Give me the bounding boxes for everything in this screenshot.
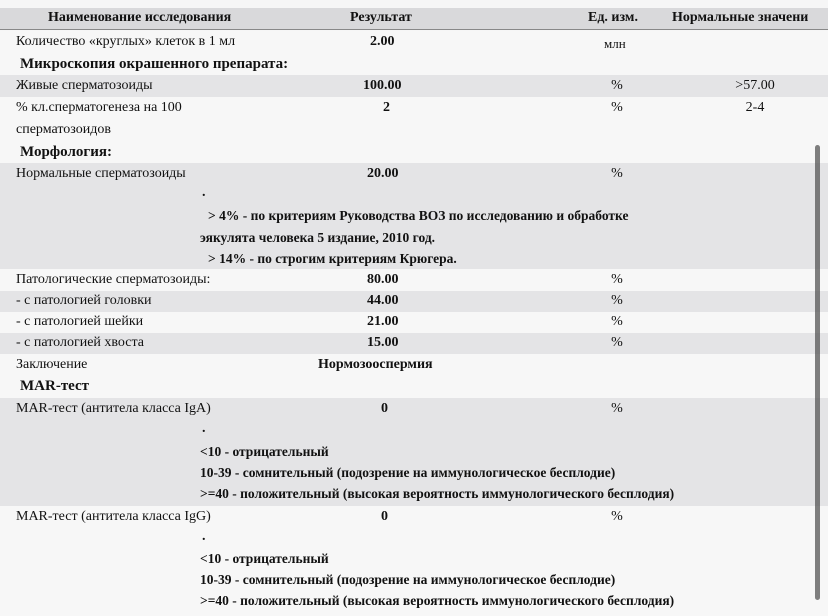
table-row (0, 31, 828, 53)
table-row (0, 97, 828, 141)
table-row (0, 506, 828, 528)
row-label: MAR-тест (антитела класса IgG) (16, 509, 211, 524)
note-line: <10 - отрицательный (200, 444, 329, 459)
note-dot: . (202, 185, 206, 200)
table-header (0, 8, 828, 30)
reference-note (0, 528, 828, 616)
note-line: >=40 - положительный (высокая вероятность иммунологического бесплодия) (200, 486, 675, 501)
table-row (0, 291, 828, 312)
row-label: MAR-тест (антитела класса IgA) (16, 401, 211, 416)
table-row (0, 75, 828, 97)
row-label: - с патологией шейки (16, 314, 144, 329)
row-norm: >57.00 (735, 78, 775, 93)
row-value: 100.00 (363, 78, 402, 93)
row-unit: млн (604, 36, 626, 51)
row-value: 0 (381, 401, 388, 416)
note-line: 10-39 - сомнительный (подозрение на иммунологическое бесплодие) (200, 465, 616, 480)
row-label: - с патологией головки (16, 293, 152, 308)
row-label-continued: сперматозоидов (16, 122, 111, 137)
section-heading (0, 376, 828, 398)
row-unit: % (611, 166, 623, 181)
row-value: 15.00 (367, 335, 399, 350)
table-row (0, 163, 828, 185)
table-row (0, 398, 828, 420)
row-value: 0 (381, 509, 388, 524)
section-heading (0, 53, 828, 75)
row-unit: % (611, 78, 623, 93)
row-unit: % (611, 314, 623, 329)
row-value: 20.00 (367, 166, 399, 181)
header-name: Наименование исследования (48, 10, 232, 25)
row-value: 44.00 (367, 293, 399, 308)
row-unit: % (611, 509, 623, 524)
header-result: Результат (350, 10, 412, 25)
section-title: Микроскопия окрашенного препарата: (20, 56, 289, 72)
row-label: Заключение (16, 357, 88, 372)
note-line: >=40 - положительный (высокая вероятность иммунологического бесплодия) (200, 593, 675, 608)
row-unit: % (611, 401, 623, 416)
table-row (0, 333, 828, 354)
header-unit: Ед. изм. (588, 10, 638, 25)
note-dot: . (202, 421, 206, 436)
note-line: 10-39 - сомнительный (подозрение на иммунологическое бесплодие) (200, 572, 616, 587)
row-value: 80.00 (367, 272, 399, 287)
section-heading (0, 141, 828, 163)
header-norm: Нормальные значени (672, 10, 809, 25)
note-line: эякулята человека 5 издание, 2010 год. (200, 230, 436, 245)
table-row (0, 312, 828, 333)
section-title: MAR-тест (20, 378, 90, 394)
note-line: > 4% - по критериям Руководства ВОЗ по исследованию и обработке (208, 208, 629, 223)
row-label: % кл.сперматогенеза на 100 (16, 100, 182, 115)
row-label: Патологические сперматозоиды: (16, 272, 211, 287)
row-unit: % (611, 272, 623, 287)
note-line: <10 - отрицательный (200, 551, 329, 566)
table-row (0, 354, 828, 376)
section-title: Морфология: (20, 144, 112, 160)
table-row (0, 269, 828, 291)
vertical-scrollbar[interactable] (815, 145, 820, 600)
row-value: 21.00 (367, 314, 399, 329)
row-label: Количество «круглых» клеток в 1 мл (16, 34, 236, 49)
note-line: > 14% - по строгим критериям Крюгера. (208, 251, 457, 266)
note-dot: . (202, 529, 206, 544)
reference-note (0, 420, 828, 506)
row-unit: % (611, 293, 623, 308)
row-unit: % (611, 100, 623, 115)
row-value: 2.00 (370, 34, 395, 49)
row-label: Нормальные сперматозоиды (16, 166, 186, 181)
row-label: Живые сперматозоиды (16, 78, 153, 93)
row-value: Нормозооспермия (318, 357, 433, 372)
row-norm: 2-4 (745, 100, 765, 115)
row-unit: % (611, 335, 623, 350)
reference-note (0, 185, 828, 269)
row-label: - с патологией хвоста (16, 335, 144, 350)
row-value: 2 (383, 100, 390, 115)
